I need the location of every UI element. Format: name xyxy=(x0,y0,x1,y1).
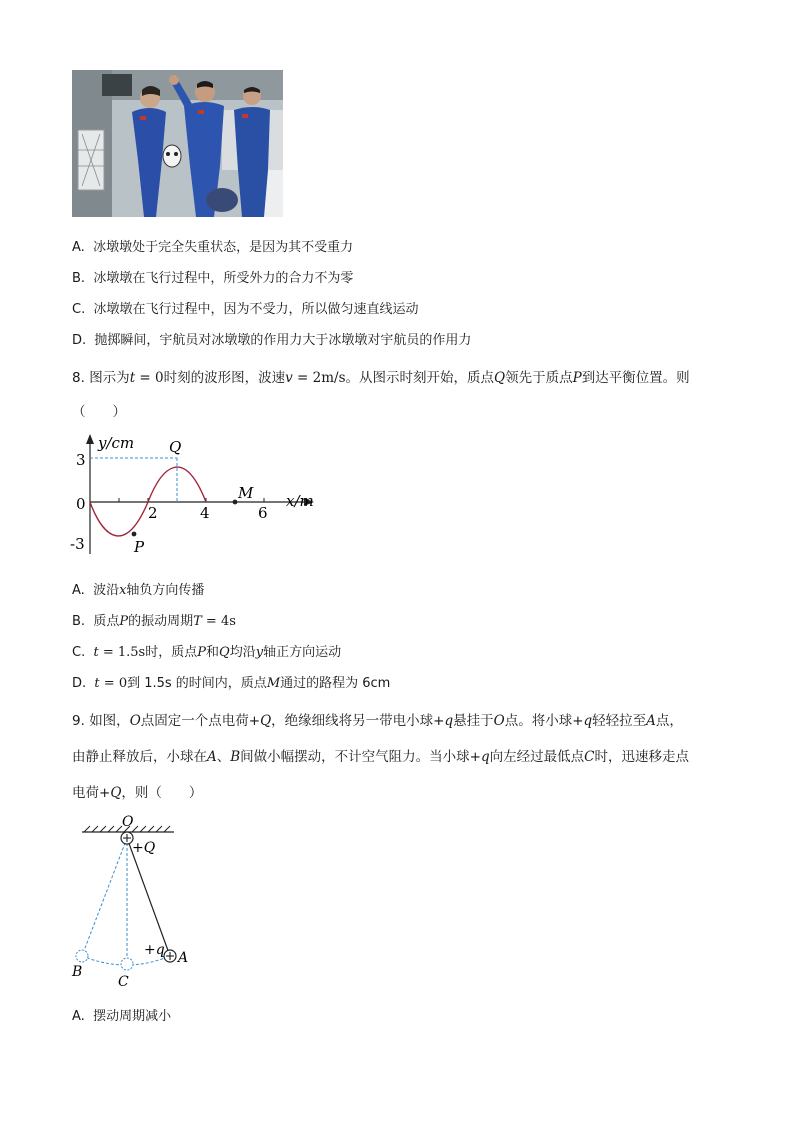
q8-option-d: D. t = 0到 1.5s 的时间内，质点M通过的路程为 6cm xyxy=(72,676,391,691)
x-tick-label-6: 6 xyxy=(258,504,268,522)
x-tick-label-4: 4 xyxy=(200,504,210,522)
y-axis-arrow xyxy=(86,434,94,444)
astronaut-photo-graphic xyxy=(72,70,283,217)
point-q-label: Q xyxy=(169,438,182,456)
q9-stem-line-2: 由静止释放后，小球在A、B间做小幅摆动，不计空气阻力。当小球+q向左经过最低点C时，迅速移走点 xyxy=(72,749,689,765)
x-axis-label: x/m xyxy=(286,492,314,510)
label-plus-q-big: +Q xyxy=(132,840,156,856)
q8-option-a: A. 波沿x轴负方向传播 xyxy=(72,583,205,598)
label-c: C xyxy=(118,974,129,990)
q7-option-d: D. 抛掷瞬间，宇航员对冰墩墩的作用力大于冰墩墩对宇航员的作用力 xyxy=(72,333,472,348)
q8-wave-graph-svg xyxy=(60,426,330,562)
q9-stem-line-3: 电荷+Q，则（ ） xyxy=(72,785,203,801)
string-to-b xyxy=(82,838,127,956)
q8-bracket: （ ） xyxy=(72,404,126,420)
label-a: A xyxy=(178,950,189,966)
q7-option-b: B. 冰墩墩在飞行过程中，所受外力的合力不为零 xyxy=(72,271,354,286)
q9-pendulum-svg xyxy=(66,812,206,994)
q8-wave-graph xyxy=(60,426,330,562)
ball-b-circle xyxy=(76,950,88,962)
label-o: O xyxy=(122,814,134,830)
label-plus-q-small: +q xyxy=(144,942,165,958)
q9-stem-line-1: 9. 如图，O点固定一个点电荷+Q，绝缘细线将另一带电小球+q悬挂于O点。将小球+q轻轻拉至A点， xyxy=(72,713,683,729)
point-p-label: P xyxy=(134,538,145,556)
q9-pendulum-figure xyxy=(66,812,206,994)
point-m-label: M xyxy=(238,484,254,502)
ball-c-circle xyxy=(121,958,133,970)
y-tick-label-0: 0 xyxy=(76,495,86,513)
q7-option-c: C. 冰墩墩在飞行过程中，因为不受力，所以做匀速直线运动 xyxy=(72,302,419,317)
y-axis-label: y/cm xyxy=(98,434,135,452)
q8-option-c: C. t = 1.5s时，质点P和Q均沿y轴正方向运动 xyxy=(72,645,342,660)
q7-option-a: A. 冰墩墩处于完全失重状态，是因为其不受重力 xyxy=(72,240,354,255)
q8-stem: 8. 图示为t = 0时刻的波形图，波速v = 2m/s。从图示时刻开始，质点Q领先于质点P到达平衡位置。则 xyxy=(72,370,690,386)
y-tick-label-3: 3 xyxy=(76,451,86,469)
label-b: B xyxy=(72,964,83,980)
q9-option-a: A. 摆动周期减小 xyxy=(72,1009,172,1024)
point-p-dot xyxy=(132,532,137,537)
astronaut-photo xyxy=(72,70,283,217)
y-tick-label-neg3: -3 xyxy=(70,535,85,553)
q8-option-b: B. 质点P的振动周期T = 4s xyxy=(72,614,236,629)
point-m-dot xyxy=(233,500,238,505)
x-tick-label-2: 2 xyxy=(148,504,158,522)
